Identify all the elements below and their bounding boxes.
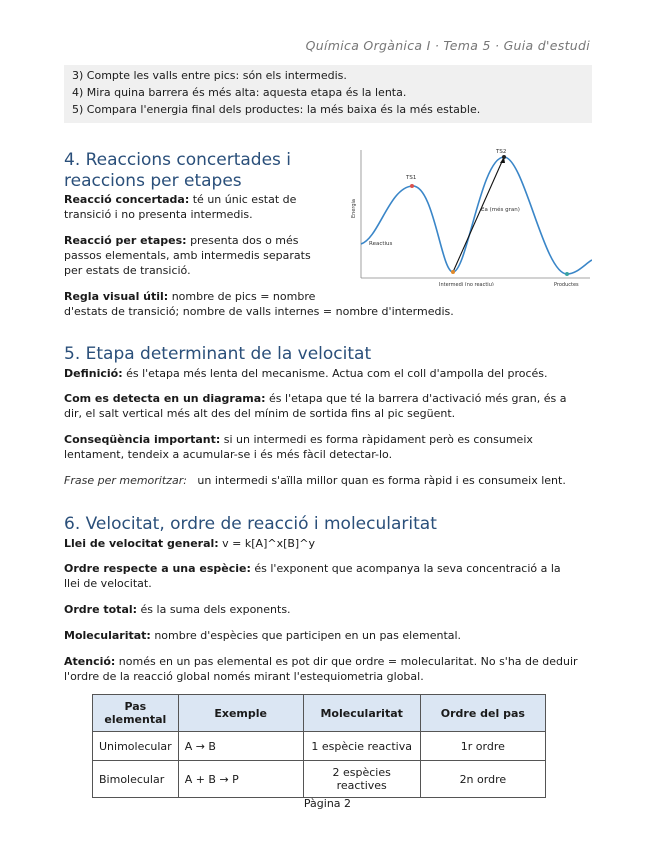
etapes-paragraph: Reacció per etapes: presenta dos o més passos elementals, amb intermedis separats per estats de transició. bbox=[64, 234, 311, 277]
col-header-molecularitat: Molecularitat bbox=[303, 695, 420, 732]
ts1-label: TS1 bbox=[406, 175, 417, 181]
table-row bbox=[93, 732, 546, 761]
table-cell: Unimolecular bbox=[93, 732, 179, 761]
table-row bbox=[93, 761, 546, 798]
ts1-point bbox=[410, 184, 414, 188]
molecularitat-paragraph: Molecularitat: nombre d'espècies que participen en un pas elemental. bbox=[64, 629, 462, 642]
ea-label: Ea (més gran) bbox=[481, 207, 520, 213]
step-4: 4) Mira quina barrera és més alta: aquesta etapa és la lenta. bbox=[72, 86, 407, 99]
energy-curve bbox=[361, 157, 592, 274]
page-number: Pàgina 2 bbox=[303, 797, 352, 810]
detecta-paragraph: Com es detecta en un diagrama: és l'etapa que té la barrera d'activació més gran, és a dir, el salt vertical més alt des del mínim de sortida fins al pic següent. bbox=[64, 392, 567, 420]
col-header-exemple: Exemple bbox=[178, 695, 303, 732]
y-axis-label: Energia bbox=[351, 199, 357, 218]
consequencia-paragraph: Conseqüència important: si un intermedi es forma ràpidament però es consumeix lentament, tendeix a acumular-se i és més fàcil detectar-lo. bbox=[64, 433, 533, 461]
section-4-title: 4. Reaccions concertades i reaccions per etapes bbox=[64, 150, 292, 191]
definicio-paragraph: Definició: és l'etapa més lenta del mecanisme. Actua com el coll d'ampolla del procés. bbox=[64, 367, 548, 380]
table-cell: Bimolecular bbox=[93, 761, 179, 798]
ts2-label: TS2 bbox=[496, 149, 507, 156]
col-header-ordre: Ordre del pas bbox=[420, 695, 545, 732]
concertada-paragraph: Reacció concertada: té un únic estat de transició i no presenta intermedis. bbox=[64, 193, 297, 221]
page-header: Química Orgànica I · Tema 5 · Guia d'estudi bbox=[305, 38, 590, 53]
col-header-pas: Pas elemental bbox=[93, 695, 179, 732]
ordre-total-paragraph: Ordre total: és la suma dels exponents. bbox=[64, 603, 291, 616]
llei-paragraph: Llei de velocitat general: v = k[A]^x[B]^y bbox=[64, 537, 315, 550]
atencio-paragraph: Atenció: només en un pas elemental es pot dir que ordre = molecularitat. No s'ha de deduir l'ordre de la reacció global només mirant l'estequiometria global. bbox=[64, 655, 578, 683]
molecularitat-table bbox=[92, 694, 546, 798]
table-cell: 1 espècie reactiva bbox=[303, 732, 420, 761]
table-cell: 1r ordre bbox=[420, 732, 545, 761]
ea-arrow bbox=[453, 157, 504, 272]
intermedi-point bbox=[451, 270, 455, 274]
steps-box bbox=[64, 65, 592, 123]
reactius-label: Reactius bbox=[369, 241, 393, 247]
section-6-title: 6. Velocitat, ordre de reacció i molecularitat bbox=[64, 514, 437, 534]
regla-paragraph: Regla visual útil: nombre de pics = nombre d'estats de transició; nombre de valls internes = nombre d'intermedis. bbox=[64, 290, 454, 318]
productes-point bbox=[565, 272, 569, 276]
ordre-paragraph: Ordre respecte a una espècie: és l'exponent que acompanya la seva concentració a la llei de velocitat. bbox=[64, 562, 561, 590]
section-5-title: 5. Etapa determinant de la velocitat bbox=[64, 344, 372, 364]
table-header-row bbox=[93, 695, 546, 732]
table-cell: A + B → P bbox=[178, 761, 303, 798]
step-3: 3) Compte les valls entre pics: són els intermedis. bbox=[72, 69, 347, 82]
table-cell: 2n ordre bbox=[420, 761, 545, 798]
intermedi-label: Intermedi (no reactiu) bbox=[439, 282, 494, 286]
table-cell: 2 espècies reactives bbox=[303, 761, 420, 798]
step-5: 5) Compara l'energia final dels productes: la més baixa és la més estable. bbox=[72, 103, 481, 116]
memo-paragraph: Frase per memoritzar: un intermedi s'aïlla millor quan es forma ràpid i es consumeix lent. bbox=[64, 474, 566, 487]
table-cell: A → B bbox=[178, 732, 303, 761]
ts2-point bbox=[502, 155, 506, 159]
energy-diagram bbox=[349, 148, 592, 286]
productes-label: Productes bbox=[554, 282, 579, 286]
